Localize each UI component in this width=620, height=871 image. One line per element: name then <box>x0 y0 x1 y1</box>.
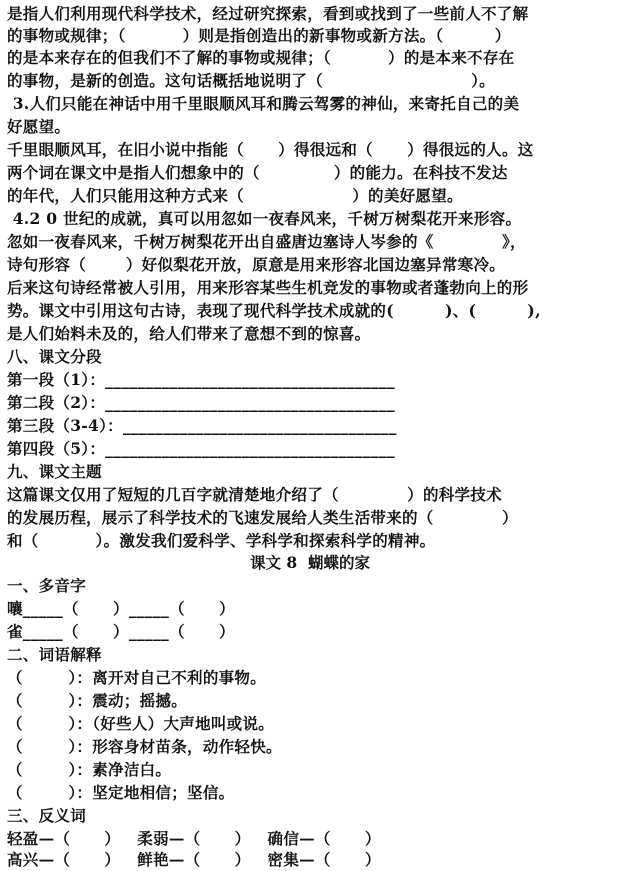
section-heading: 三、反义词 <box>7 806 87 825</box>
lesson-title: 课文 8 蝴蝶的家 <box>250 553 370 572</box>
definition-row: （ ）：形容身材苗条，动作轻快。 <box>7 737 282 756</box>
text-line: 的事物，是新的创造。这句话概括地说明了（ ）。 <box>7 71 495 90</box>
text-line: 两个词在课文中是指人们想象中的（ ）的能力。在科技不发达 <box>7 163 508 182</box>
antonym-row: 轻盈—（ ） 柔弱—（ ） 确信—（ ） <box>7 829 381 848</box>
section-heading: 一、多音字 <box>7 576 87 595</box>
polyphone-row: 嚷_____（ ）_____（ ） <box>7 599 235 618</box>
section-heading: 八、课文分段 <box>7 347 102 366</box>
definition-row: （ ）：坚定地相信；坚信。 <box>7 783 235 802</box>
text-line: 后来这句诗经常被人引用，用来形容某些生机竞发的事物或者蓬勃向上的形 <box>7 278 529 297</box>
text-line: 和（ ）。激发我们爱科学、学科学和探索科学的精神。 <box>7 531 436 550</box>
polyphone-row: 雀_____（ ）_____（ ） <box>7 622 235 641</box>
antonym-row: 高兴—（ ） 鲜艳—（ ） 密集—（ ） <box>7 850 381 869</box>
text-line: 3.人们只能在神话中用千里眼顺风耳和腾云驾雾的神仙，来寄托自己的美 <box>7 94 520 113</box>
text-line: 的是本来存在的但我们不了解的事物或规律；（ ）的是本来不存在 <box>7 48 515 67</box>
segment-row: 第二段（2）：____________________________________ <box>7 393 395 412</box>
text-line: 好愿望。 <box>7 117 71 136</box>
section-heading: 二、词语解释 <box>7 645 102 664</box>
segment-row: 第一段（1）：____________________________________ <box>7 370 395 389</box>
text-line: 的事物或规律；（ ）则是指创造出的新事物或新方法。（ ） <box>7 26 511 45</box>
text-line: 诗句形容（ ）好似梨花开放，原意是用来形容北国边塞异常寒冷。 <box>7 255 506 274</box>
segment-row: 第三段（3-4）：__________________________________ <box>7 416 397 435</box>
definition-row: （ ）：离开对自己不利的事物。 <box>7 668 267 687</box>
text-line: 4.2 0 世纪的成就，真可以用忽如一夜春风来，千树万树梨花开来形容。 <box>7 209 522 228</box>
text-line: 这篇课文仅用了短短的几百字就清楚地介绍了（ ）的科学技术 <box>7 485 502 504</box>
definition-row: （ ）：震动；摇撼。 <box>7 691 188 710</box>
text-line: 的发展历程，展示了科学技术的飞速发展给人类生活带来的（ ） <box>7 508 518 527</box>
text-line: 是人们始料未及的，给人们带来了意想不到的惊喜。 <box>7 324 371 343</box>
segment-row: 第四段（5）：____________________________________ <box>7 439 395 458</box>
text-line: 势。课文中引用这句古诗，表现了现代科学技术成就的( )、( ), <box>7 301 541 320</box>
text-line: 的年代，人们只能用这种方式来（ ）的美好愿望。 <box>7 186 463 205</box>
definition-row: （ ）：素净洁白。 <box>7 760 172 779</box>
text-line: 千里眼顺风耳，在旧小说中指能（ ）得很远和（ ）得很远的人。这 <box>7 140 534 159</box>
section-heading: 九、课文主题 <box>7 462 102 481</box>
text-line: 是指人们利用现代科学技术，经过研究探索，看到或找到了一些前人不了解 <box>7 4 529 23</box>
text-line: 忽如一夜春风来，千树万树梨花开出自盛唐边塞诗人岑参的《 》， <box>7 232 526 251</box>
definition-row: （ ）：（好些人）大声地叫或说。 <box>7 714 275 733</box>
